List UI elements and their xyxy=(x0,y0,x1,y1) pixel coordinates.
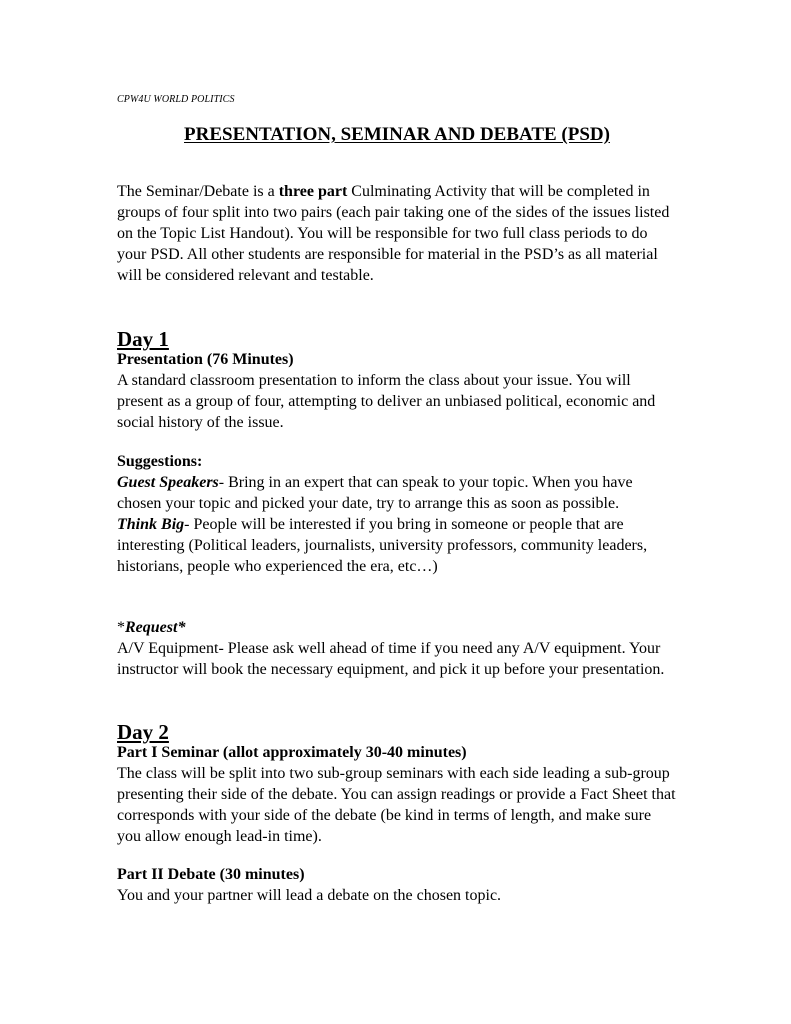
course-code: CPW4U WORLD POLITICS xyxy=(117,94,235,105)
seminar-heading: Part I Seminar (allot approximately 30-40 minutes) xyxy=(117,744,467,761)
seminar-section xyxy=(117,742,677,847)
suggestions-section xyxy=(117,451,677,577)
presentation-heading: Presentation (76 Minutes) xyxy=(117,351,294,368)
think-big-text: - People will be interested if you bring in someone or people that are interesting (Political leaders, journalists, university professors, community leaders, historians, people who experienced the era, etc…) xyxy=(117,516,648,575)
request-prefix: * xyxy=(117,619,125,636)
intro-paragraph xyxy=(117,181,677,286)
debate-section xyxy=(117,864,677,906)
guest-speakers-label: Guest Speakers xyxy=(117,474,219,491)
guest-speakers-item xyxy=(117,472,677,514)
seminar-text: The class will be split into two sub-group seminars with each side leading a sub-group presenting their side of the debate. You can assign readings or provide a Fact Sheet that corresponds with your side of the debate (be kind in terms of length, and make sure you allow enough lead-in time). xyxy=(117,765,676,845)
request-section xyxy=(117,617,677,680)
debate-heading: Part II Debate (30 minutes) xyxy=(117,866,305,883)
think-big-item xyxy=(117,514,677,577)
day2-heading: Day 2 xyxy=(117,720,169,744)
request-label: Request* xyxy=(125,619,186,636)
presentation-text: A standard classroom presentation to inform the class about your issue. You will present as a group of four, attempting to deliver an unbiased political, economic and social history of the issue. xyxy=(117,372,656,431)
day1-heading: Day 1 xyxy=(117,327,169,351)
intro-text-end: Culminating Activity that will be completed in groups of four split into two pairs (each pair taking one of the sides of the issues listed on the Topic List Handout). You will be responsible for two full class periods to do your PSD. All other students are responsible for material in the PSD’s as all material will be considered relevant and testable. xyxy=(117,183,670,284)
suggestions-heading: Suggestions: xyxy=(117,453,203,470)
presentation-section xyxy=(117,349,677,433)
intro-text-start: The Seminar/Debate is a xyxy=(117,183,279,200)
request-heading xyxy=(117,617,677,638)
debate-text: You and your partner will lead a debate on the chosen topic. xyxy=(117,887,502,904)
think-big-label: Think Big xyxy=(117,516,185,533)
document-title: PRESENTATION, SEMINAR AND DEBATE (PSD) xyxy=(184,124,610,145)
guest-speakers-text: - Bring in an expert that can speak to your topic. When you have chosen your topic and picked your date, try to arrange this as soon as possible. xyxy=(117,474,633,512)
request-text: A/V Equipment- Please ask well ahead of time if you need any A/V equipment. Your instructor will book the necessary equipment, and pick it up before your presentation. xyxy=(117,640,665,678)
intro-bold-text: three part xyxy=(278,183,348,200)
